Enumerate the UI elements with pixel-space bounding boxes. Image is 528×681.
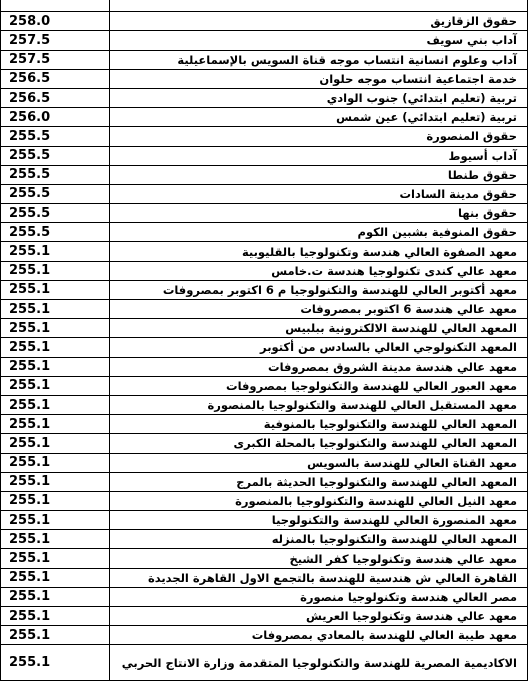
score-cell: 255.1 xyxy=(1,453,110,472)
score-cell: 257.5 xyxy=(1,31,110,50)
faculty-name-cell: معهد الصفوة العالي هندسة وتكنولوجيا بالقليوبية xyxy=(110,242,528,261)
table-row xyxy=(1,453,528,472)
score-cell: 255.1 xyxy=(1,549,110,568)
table-row xyxy=(1,357,528,376)
faculty-name-cell: المعهد العالي للهندسة والتكنولوجيا الحديثة بالمرج xyxy=(110,472,528,491)
faculty-name-cell: معهد القناة العالي للهندسة بالسويس xyxy=(110,453,528,472)
faculty-name-cell: الاكاديمية المصرية للهندسة والتكنولوجيا المتقدمة وزارة الانتاج الحربي xyxy=(110,645,528,681)
table-row xyxy=(1,415,528,434)
table-row xyxy=(1,300,528,319)
faculty-name-cell: معهد المنصورة العالي للهندسة والتكنولوجيا xyxy=(110,511,528,530)
faculty-name-cell: المعهد العالي للهندسة والتكنولوجيا بالمنوفية xyxy=(110,415,528,434)
faculty-name-cell: حقوق المنوفية بشبين الكوم xyxy=(110,223,528,242)
score-cell: 255.5 xyxy=(1,223,110,242)
score-cell: 255.1 xyxy=(1,338,110,357)
faculty-name-cell: المعهد التكنولوجي العالي بالسادس من أكتوبر xyxy=(110,338,528,357)
table-row xyxy=(1,108,528,127)
faculty-name-cell: آداب بني سويف xyxy=(110,31,528,50)
table-row xyxy=(1,376,528,395)
faculty-name-cell: معهد طيبة العالي للهندسة بالمعادي بمصروفات xyxy=(110,626,528,645)
score-cell: 255.5 xyxy=(1,165,110,184)
faculty-name-cell: القاهرة العالي ش هندسية للهندسة بالتجمع الاول القاهرة الجديدة xyxy=(110,568,528,587)
score-cell: 255.5 xyxy=(1,204,110,223)
faculty-name-cell xyxy=(110,0,528,12)
table-row xyxy=(1,261,528,280)
faculty-name-cell: آداب أسيوط xyxy=(110,146,528,165)
table-row xyxy=(1,204,528,223)
table-row xyxy=(1,0,528,12)
faculty-name-cell: حقوق المنصورة xyxy=(110,127,528,146)
table-row xyxy=(1,69,528,88)
table-row xyxy=(1,127,528,146)
score-cell: 255.1 xyxy=(1,395,110,414)
table-row xyxy=(1,12,528,31)
faculty-name-cell: معهد عالي كندى تكنولوجيا هندسة ت.خامس xyxy=(110,261,528,280)
score-cell: 255.5 xyxy=(1,127,110,146)
score-cell: 255.1 xyxy=(1,511,110,530)
table-row xyxy=(1,338,528,357)
faculty-name-cell: المعهد العالي للهندسة والتكنولوجيا بالمحلة الكبرى xyxy=(110,434,528,453)
score-cell: 255.5 xyxy=(1,146,110,165)
faculty-name-cell: المعهد العالي للهندسة الالكترونية ببلبيس xyxy=(110,319,528,338)
table-row xyxy=(1,165,528,184)
table-row xyxy=(1,184,528,203)
score-cell: 255.1 xyxy=(1,280,110,299)
faculty-name-cell: حقوق مدينة السادات xyxy=(110,184,528,203)
faculty-name-cell: معهد العبور العالي للهندسة والتكنولوجيا بمصروفات xyxy=(110,376,528,395)
score-cell xyxy=(1,0,110,12)
table-row xyxy=(1,530,528,549)
score-cell: 255.1 xyxy=(1,645,110,681)
score-cell: 255.1 xyxy=(1,472,110,491)
table-row xyxy=(1,568,528,587)
score-cell: 255.1 xyxy=(1,587,110,606)
table-row xyxy=(1,587,528,606)
faculty-name-cell: معهد عالي هندسة وتكنولوجيا العريش xyxy=(110,607,528,626)
score-cell: 255.5 xyxy=(1,184,110,203)
score-cell: 255.1 xyxy=(1,300,110,319)
faculty-name-cell: مصر العالي هندسة وتكنولوجيا منصورة xyxy=(110,587,528,606)
score-cell: 255.1 xyxy=(1,568,110,587)
table-row xyxy=(1,472,528,491)
score-cell: 255.1 xyxy=(1,415,110,434)
table-row xyxy=(1,280,528,299)
score-cell: 258.0 xyxy=(1,12,110,31)
table-row xyxy=(1,491,528,510)
faculty-name-cell: خدمة اجتماعية انتساب موجه حلوان xyxy=(110,69,528,88)
table-row xyxy=(1,395,528,414)
table-row xyxy=(1,223,528,242)
faculty-name-cell: معهد عالي هندسة وتكنولوجيا كفر الشيخ xyxy=(110,549,528,568)
score-cell: 255.1 xyxy=(1,434,110,453)
faculty-name-cell: حقوق الزقازيق xyxy=(110,12,528,31)
faculty-name-cell: المعهد العالي للهندسة والتكنولوجيا بالمنزله xyxy=(110,530,528,549)
score-cell: 255.1 xyxy=(1,357,110,376)
table-row xyxy=(1,146,528,165)
table-row xyxy=(1,242,528,261)
table-row xyxy=(1,50,528,69)
table-row xyxy=(1,88,528,107)
score-cell: 256.5 xyxy=(1,69,110,88)
score-cell: 255.1 xyxy=(1,491,110,510)
table-row xyxy=(1,645,528,681)
score-cell: 256.0 xyxy=(1,108,110,127)
score-cell: 255.1 xyxy=(1,626,110,645)
faculty-name-cell: معهد أكتوبر العالي للهندسة والتكنولوجيا م 6 اكتوبر بمصروفات xyxy=(110,280,528,299)
faculty-name-cell: معهد عالي هندسة 6 اكتوبر بمصروفات xyxy=(110,300,528,319)
table-row xyxy=(1,319,528,338)
score-cell: 257.5 xyxy=(1,50,110,69)
faculty-name-cell: آداب وعلوم انسانية انتساب موجه قناة السويس بالإسماعيلية xyxy=(110,50,528,69)
faculty-name-cell: معهد المستقبل العالي للهندسة والتكنولوجيا بالمنصورة xyxy=(110,395,528,414)
table-row xyxy=(1,626,528,645)
table-row xyxy=(1,549,528,568)
score-cell: 255.1 xyxy=(1,530,110,549)
faculty-name-cell: معهد النيل العالي للهندسة والتكنولوجيا بالمنصورة xyxy=(110,491,528,510)
faculty-name-cell: تربية (تعليم ابتدائي) جنوب الوادي xyxy=(110,88,528,107)
score-cell: 255.1 xyxy=(1,376,110,395)
faculty-name-cell: حقوق طنطا xyxy=(110,165,528,184)
faculty-name-cell: حقوق بنها xyxy=(110,204,528,223)
score-cell: 256.5 xyxy=(1,88,110,107)
table-row xyxy=(1,434,528,453)
table-row xyxy=(1,31,528,50)
score-cell: 255.1 xyxy=(1,319,110,338)
table-row xyxy=(1,511,528,530)
score-cell: 255.1 xyxy=(1,607,110,626)
score-cell: 255.1 xyxy=(1,242,110,261)
table-row xyxy=(1,607,528,626)
score-cell: 255.1 xyxy=(1,261,110,280)
scores-table-body xyxy=(1,0,528,681)
faculty-name-cell: معهد عالي هندسة مدينة الشروق بمصروفات xyxy=(110,357,528,376)
faculty-name-cell: تربية (تعليم ابتدائي) عين شمس xyxy=(110,108,528,127)
